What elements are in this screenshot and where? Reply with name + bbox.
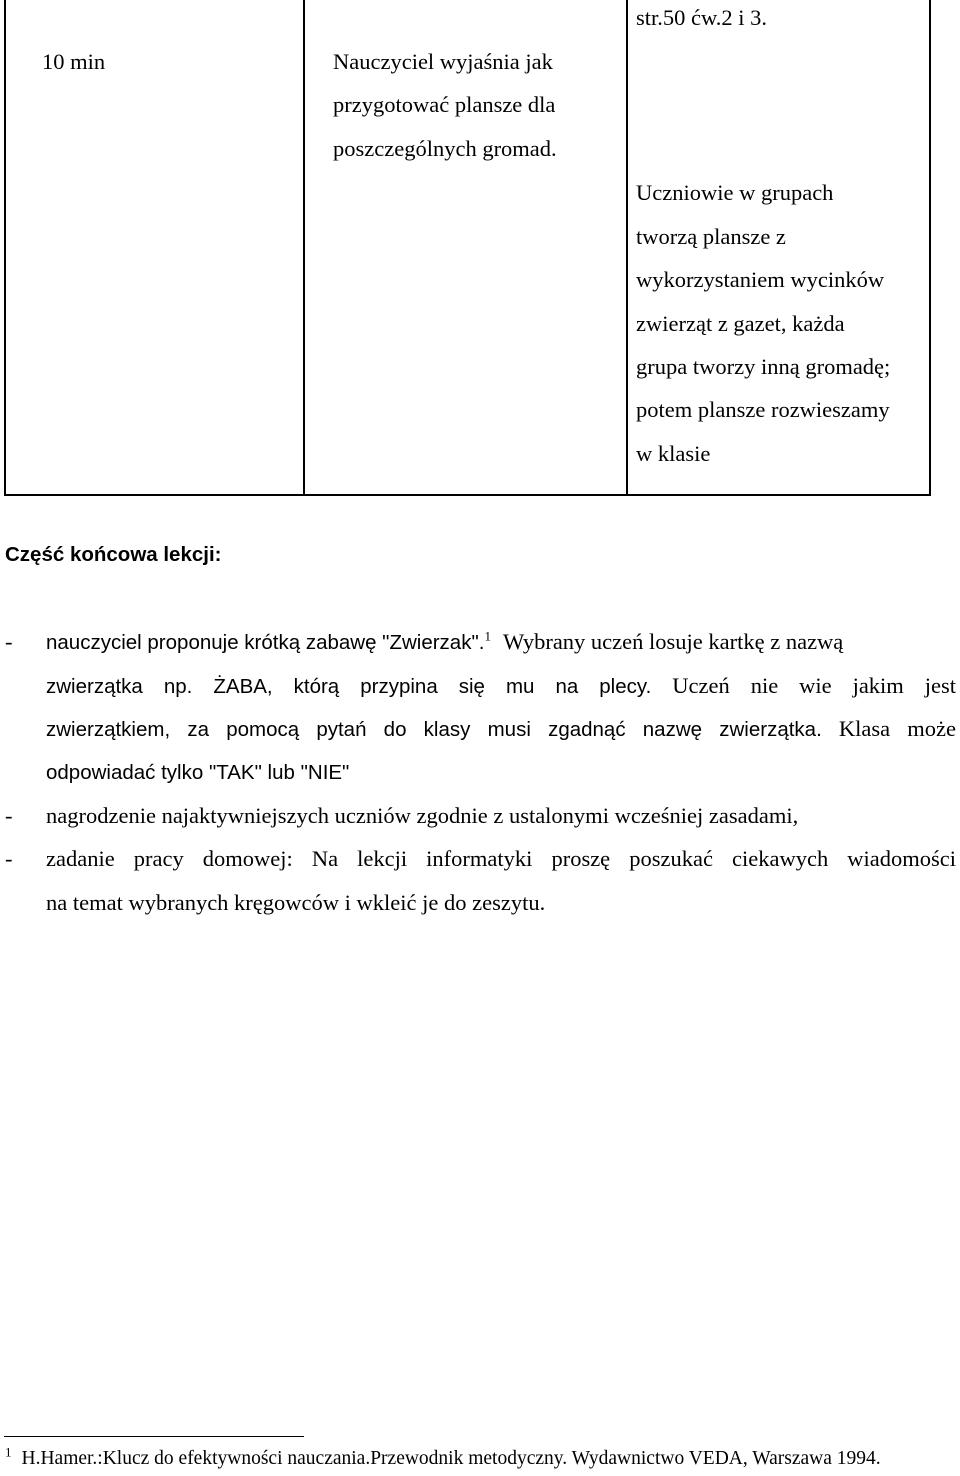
teacher-line: Nauczyciel wyjaśnia jak — [333, 49, 553, 74]
students-line: w klasie — [636, 441, 711, 466]
list-bullet: - — [5, 803, 13, 828]
students-line: str.50 ćw.2 i 3. — [636, 5, 768, 30]
footnote-text: H.Hamer.:Klucz do efektywności nauczania.Przewodnik metodyczny. Wydawnictwo VEDA, Warszawa 1994. — [21, 1448, 881, 1469]
students-line: wykorzystaniem wycinków — [636, 267, 885, 292]
students-line: grupa tworzy inną gromadę; — [636, 354, 891, 379]
table-border-col1 — [303, 0, 305, 496]
table-border-left — [4, 0, 6, 496]
table-border-col2 — [626, 0, 628, 496]
students-line: tworzą plansze z — [636, 224, 786, 249]
item1-line2 — [46, 673, 956, 699]
footnote-ref: 1 — [484, 628, 491, 644]
footnote — [5, 1444, 881, 1470]
item1-line2-serif: Uczeń nie wie jakim jest — [672, 673, 957, 698]
duration-cell: 10 min — [42, 49, 106, 74]
list-bullet: - — [5, 846, 13, 871]
teacher-line: przygotować plansze dla — [333, 92, 556, 117]
students-line: Uczniowie w grupach — [636, 180, 834, 205]
list-bullet: - — [5, 629, 13, 654]
footnote-number: 1 — [5, 1444, 12, 1460]
item1-line1 — [46, 629, 843, 655]
item1-line3-sans: zwierzątkiem, za pomocą pytań do klasy musi zgadnąć nazwę zwierzątka. — [46, 718, 822, 741]
item3-line1: zadanie pracy domowej: Na lekcji informatyki proszę poszukać ciekawych wiadomości — [46, 846, 956, 871]
item2-text: nagrodzenie najaktywniejszych uczniów zgodnie z ustalonymi wcześniej zasadami, — [46, 803, 799, 828]
footnote-separator — [4, 1436, 304, 1437]
item1-line4: odpowiadać tylko "TAK" lub "NIE" — [46, 761, 350, 784]
item1-line3-serif: Klasa może — [838, 716, 956, 741]
item3-line2: na temat wybranych kręgowców i wkleić je do zeszytu. — [46, 890, 546, 915]
item1-line3 — [46, 716, 956, 742]
item1-line1-serif: Wybrany uczeń losuje kartkę z nazwą — [502, 629, 844, 654]
table-border-right — [929, 0, 931, 496]
item1-line2-sans: zwierzątka np. ŻABA, którą przypina się mu na plecy. — [46, 675, 652, 698]
section-heading: Część końcowa lekcji: — [5, 543, 222, 566]
teacher-line: poszczególnych gromad. — [333, 136, 557, 161]
students-line: zwierząt z gazet, każda — [636, 311, 845, 336]
item1-line1-sans: nauczyciel proponuje krótką zabawę "Zwierzak". — [46, 631, 485, 654]
students-line: potem plansze rozwieszamy — [636, 397, 890, 422]
table-border-bottom — [4, 494, 931, 496]
